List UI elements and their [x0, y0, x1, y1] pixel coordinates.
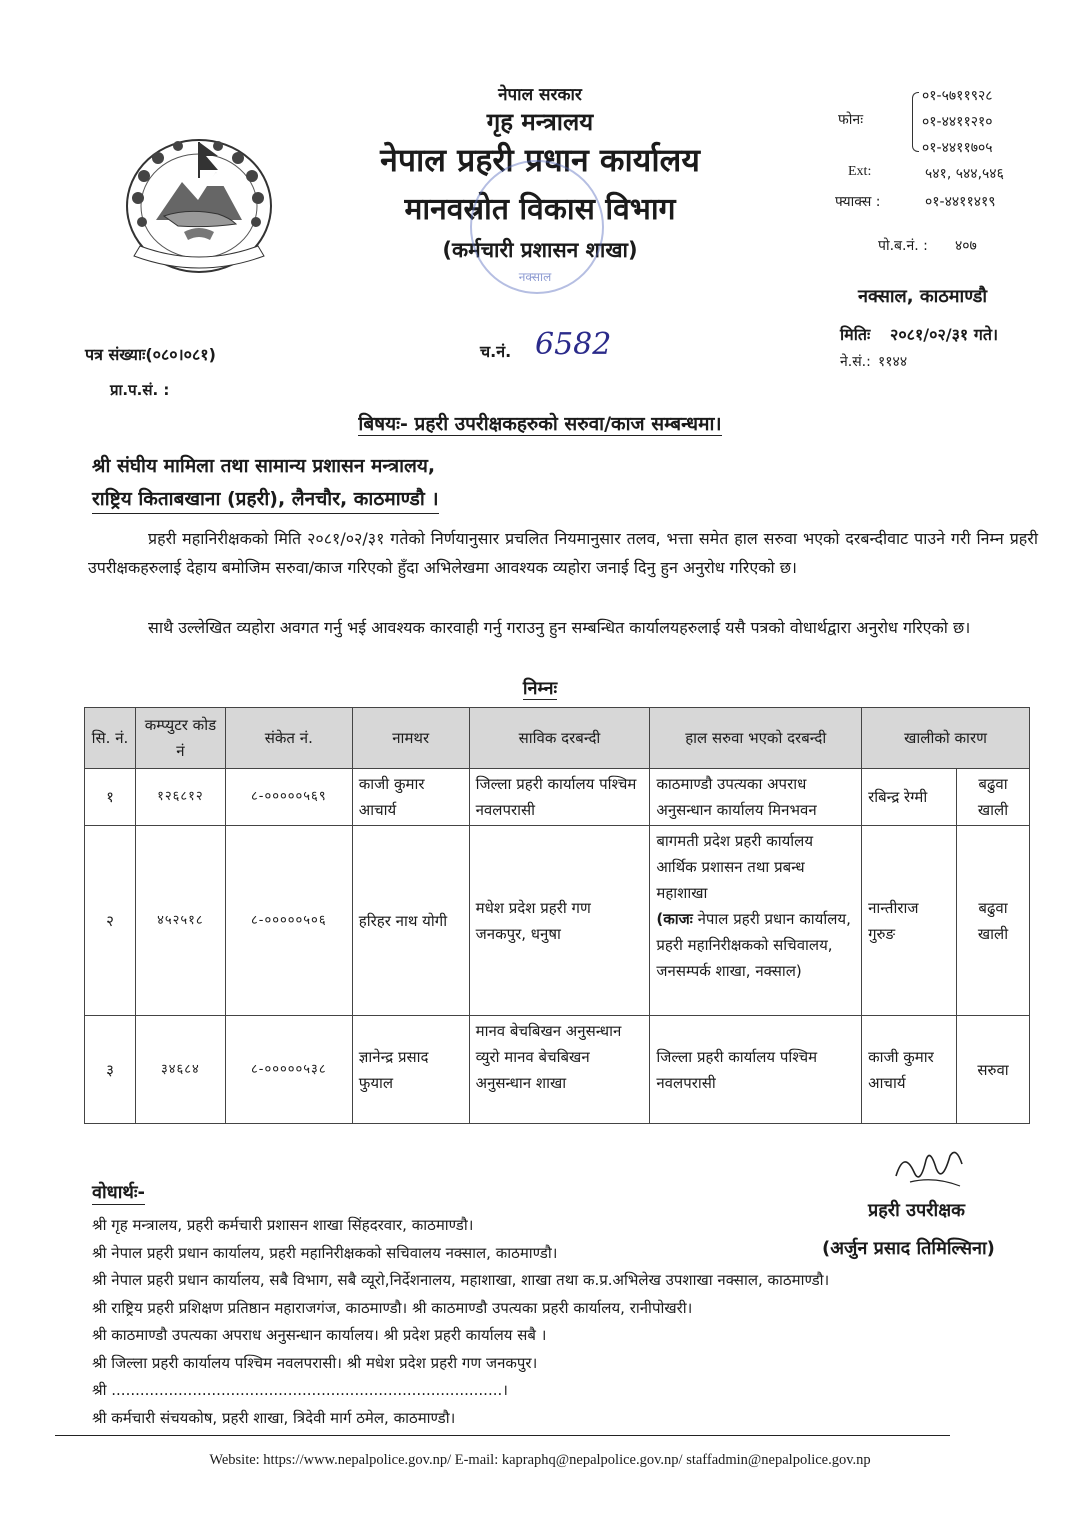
cc-item: श्री काठमाण्डौ उपत्यका अपराध अनुसन्धान कार्यालय। श्री प्रदेश प्रहरी कार्यालय सबै ।	[92, 1326, 547, 1344]
pobox-label: पो.ब.नं. :	[878, 238, 928, 254]
subject-text: बिषयः- प्रहरी उपरीक्षकहरुको सरुवा/काज सम्बन्धमा।	[358, 413, 722, 435]
fax-label: फ्याक्स :	[835, 194, 881, 210]
current-post-main: बागमती प्रदेश प्रहरी कार्यालय आर्थिक प्रशासन तथा प्रबन्ध महाशाखा	[656, 832, 814, 902]
phone-label: फोनः	[838, 112, 864, 128]
footer-divider	[55, 1435, 950, 1436]
cc-item: श्री राष्ट्रिय प्रहरी प्रशिक्षण प्रतिष्ठान महाराजगंज, काठमाण्डौ। श्री काठमाण्डौ उपत्यका प्रहरी कार्यालय, रानीपोखरी।	[92, 1298, 693, 1317]
cell-name: हरिहर नाथ योगी	[352, 826, 469, 1016]
dispatch-number: 6582	[535, 327, 612, 362]
header-name: नामथर	[352, 708, 469, 769]
header-computer-code: कम्प्युटर कोड नं	[135, 708, 225, 769]
table-row	[85, 1016, 1030, 1124]
footer-contact: Website: https://www.nepalpolice.gov.np/ E-mail: kapraphq@nepalpolice.gov.np/ staffadmin@nepalpolice.gov.np	[209, 1452, 871, 1468]
cell-previous-post: मानव बेचबिखन अनुसन्धान व्युरो मानव बेचबिखन अनुसन्धान शाखा	[469, 1016, 650, 1124]
prps-label: प्रा.प.सं. :	[110, 381, 170, 399]
ministry-name: गृह मन्त्रालय	[486, 108, 594, 136]
cc-list	[92, 1212, 992, 1432]
kaj-detail: नेपाल प्रहरी प्रधान कार्यालय, प्रहरी महानिरीक्षकको सचिवालय, जनसम्पर्क शाखा, नक्साल)	[656, 910, 851, 980]
list-heading-text: निम्नः	[522, 678, 558, 699]
signatory-name: (अर्जुन प्रसाद तिमिल्सिना)	[822, 1238, 995, 1259]
header-vacancy-reason: खालीको कारण	[862, 708, 1030, 769]
cell-replaced-by: काजी कुमार आचार्य	[862, 1016, 957, 1124]
cell-symbol-number: ८-०००००५०६	[225, 826, 352, 1016]
cell-sn: २	[85, 826, 136, 1016]
phone-number: ०१-५७११९२८	[922, 88, 993, 104]
date-label: मितिः	[840, 325, 871, 344]
cc-item: श्री नेपाल प्रहरी प्रधान कार्यालय, प्रहरी महानिरीक्षकको सचिवालय नक्साल, काठमाण्डौ।	[92, 1243, 558, 1262]
transfer-table	[84, 707, 1030, 1124]
ref-value: (०८०।०८१)	[145, 345, 216, 364]
cell-reason: बढुवा खाली	[957, 826, 1030, 1016]
cell-name: काजी कुमार आचार्य	[352, 769, 469, 826]
cell-current-post	[650, 826, 862, 1016]
cell-computer-code: ३४६८४	[135, 1016, 225, 1124]
dispatch-label: च.नं.	[480, 342, 512, 361]
nepal-sambat-value: ११४४	[878, 354, 908, 370]
table-row	[85, 769, 1030, 826]
body-paragraph-1: प्रहरी महानिरीक्षकको मिति २०८१/०२/३१ गतेको निर्णयानुसार प्रचलित नियमानुसार तलव, भत्ता समेत हाल सरुवा भएको दरबन्दीवाट पाउने गरी निम्न प्रहरी उपरीक्षकहरुलाई देहाय बमोजिम सरुवा/काज गरिएको हुँदा अभिलेखमा आवश्यक व्यहोरा जनाई दिनु हुन अनुरोध गरिएको छ।	[88, 529, 1038, 577]
cell-current-post: काठमाण्डौ उपत्यका अपराध अनुसन्धान कार्यालय मिनभवन	[650, 769, 862, 826]
addressee-line-2: राष्ट्रिय किताबखाना (प्रहरी), लैनचौर, काठमाण्डौ ।	[92, 485, 439, 514]
stamp-text: नक्साल	[518, 270, 552, 284]
ext-label: Ext:	[848, 164, 872, 179]
cell-symbol-number: ८-०००००५३८	[225, 1016, 352, 1124]
ref-label: पत्र संख्याः	[85, 345, 146, 364]
office-name: नेपाल प्रहरी प्रधान कार्यालय	[380, 141, 700, 179]
list-heading	[0, 676, 1080, 700]
cell-computer-code: ४५२५१८	[135, 826, 225, 1016]
letter-subject	[0, 410, 1080, 436]
reference-number	[85, 343, 216, 365]
ext-value: ५४१, ५४४,५४६	[925, 166, 1004, 182]
body-paragraph-2: साथै उल्लेखित व्यहोरा अवगत गर्नु भई आवश्यक कारवाही गर्नु गराउनु हुन सम्बन्धित कार्यालयहरुलाई यसै पत्रको वोधार्थद्वारा अनुरोध गरिएको छ।	[148, 618, 971, 637]
nepal-sambat-label: ने.सं.:	[840, 354, 871, 370]
phone-number: ०१-४४११७०५	[922, 140, 993, 156]
cc-item: श्री नेपाल प्रहरी प्रधान कार्यालय, सबै विभाग, सबै व्यूरो,निर्देशनालय, महाशाखा, शाखा तथा क.प्र.अभिलेख उपशाखा नक्साल, काठमाण्डौ।	[92, 1271, 830, 1289]
date-value: २०८१/०२/३१ गते।	[890, 325, 999, 344]
table-row	[85, 826, 1030, 1016]
cell-sn: ३	[85, 1016, 136, 1124]
addressee-line-1: श्री संघीय मामिला तथा सामान्य प्रशासन मन्त्रालय,	[92, 455, 436, 477]
phone-brace	[912, 92, 919, 152]
cc-item: श्री कर्मचारी संचयकोष, प्रहरी शाखा, त्रिदेवी मार्ग ठमेल, काठमाण्डौ।	[92, 1408, 456, 1427]
signature-mark	[890, 1146, 970, 1192]
cell-computer-code: १२६८१२	[135, 769, 225, 826]
cell-symbol-number: ८-०००००५६९	[225, 769, 352, 826]
cell-reason: बढुवा खाली	[957, 769, 1030, 826]
office-location: नक्साल, काठमाण्डौ	[858, 286, 988, 307]
cc-heading: वोधार्थः-	[92, 1182, 146, 1203]
header-sn: सि. नं.	[85, 708, 136, 769]
header-previous-post: साविक दरबन्दी	[469, 708, 650, 769]
signatory-title: प्रहरी उपरीक्षक	[868, 1200, 965, 1221]
cc-item: श्री गृह मन्त्रालय, प्रहरी कर्मचारी प्रशासन शाखा सिंहदरवार, काठमाण्डौ।	[92, 1216, 474, 1234]
cc-item: श्री जिल्ला प्रहरी कार्यालय पश्चिम नवलपरासी। श्री मधेश प्रदेश प्रहरी गण जनकपुर।	[92, 1353, 538, 1372]
fax-value: ०१-४४११४१९	[925, 194, 996, 210]
cell-current-post: जिल्ला प्रहरी कार्यालय पश्चिम नवलपरासी	[650, 1016, 862, 1124]
header-current-post: हाल सरुवा भएको दरबन्दी	[650, 708, 862, 769]
phone-number: ०१-४४११२१०	[922, 114, 993, 130]
government-name: नेपाल सरकार	[498, 85, 582, 105]
cell-previous-post: जिल्ला प्रहरी कार्यालय पश्चिम नवलपरासी	[469, 769, 650, 826]
cc-item: श्री ..................................................................................।	[92, 1381, 508, 1399]
cell-sn: १	[85, 769, 136, 826]
cell-replaced-by: नान्तीराज गुरुङ	[862, 826, 957, 1016]
table-header-row	[85, 708, 1030, 769]
kaj-label: (काजः	[656, 910, 693, 928]
department-name: मानवस्रोत विकास विभाग	[404, 192, 676, 227]
branch-name: (कर्मचारी प्रशासन शाखा)	[442, 238, 638, 262]
pobox-value: ४०७	[955, 238, 977, 254]
header-symbol-number: संकेत नं.	[225, 708, 352, 769]
cell-previous-post: मधेश प्रदेश प्रहरी गण जनकपुर, धनुषा	[469, 826, 650, 1016]
cell-replaced-by: रबिन्द्र रेग्मी	[862, 769, 957, 826]
cell-name: ज्ञानेन्द्र प्रसाद फुयाल	[352, 1016, 469, 1124]
cell-reason: सरुवा	[957, 1016, 1030, 1124]
